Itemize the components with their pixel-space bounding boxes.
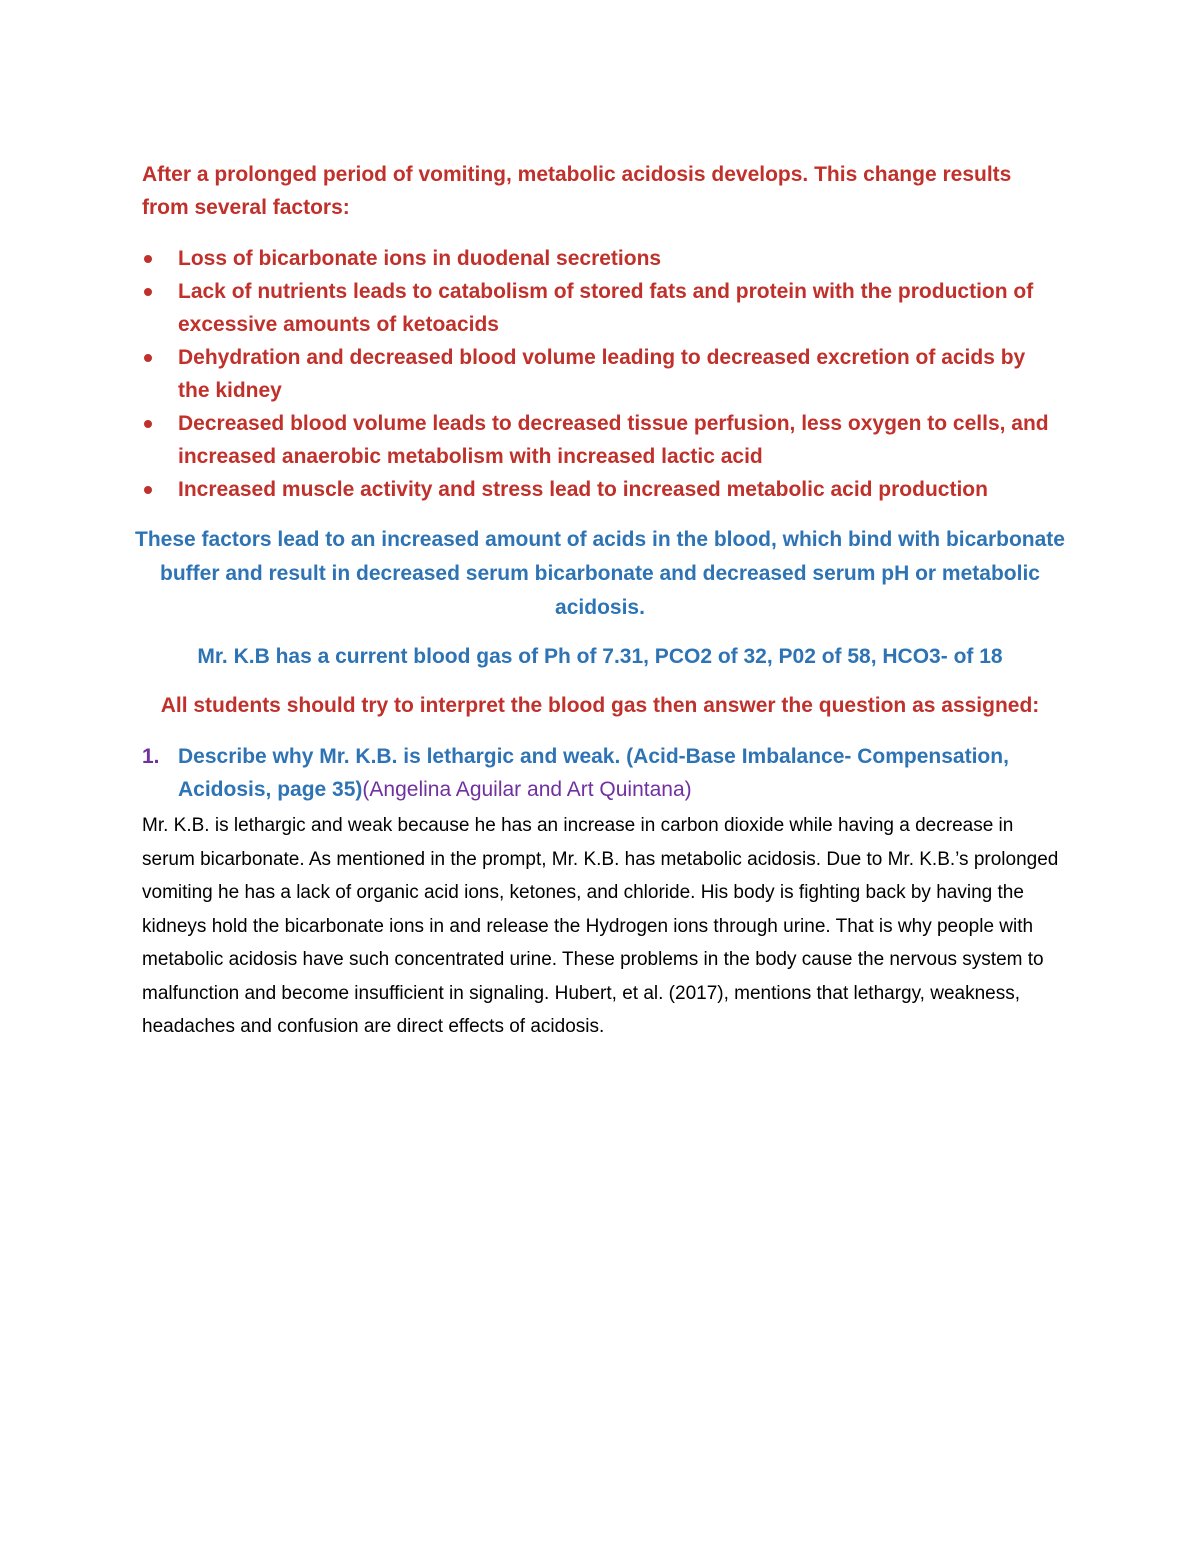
- bullet-icon: [144, 420, 152, 428]
- question-authors: (Angelina Aguilar and Art Quintana): [362, 778, 692, 801]
- bullet-icon: [144, 288, 152, 296]
- instruction-line: All students should try to interpret the blood gas then answer the question as assigned:: [160, 694, 1040, 717]
- factor-text: Dehydration and decreased blood volume leading to decreased excretion of acids by the kidney: [178, 346, 1026, 402]
- list-item: [142, 407, 1062, 473]
- list-item: [142, 341, 1062, 407]
- bullet-icon: [144, 354, 152, 362]
- list-item: [142, 473, 1062, 506]
- list-item: [142, 275, 1062, 341]
- factor-text: Increased muscle activity and stress lead to increased metabolic acid production: [178, 478, 988, 501]
- question-number: 1.: [142, 745, 160, 768]
- factor-text: Loss of bicarbonate ions in duodenal secretions: [178, 247, 662, 270]
- bullet-icon: [144, 255, 152, 263]
- intro-paragraph: After a prolonged period of vomiting, metabolic acidosis develops. This change results from several factors:: [142, 163, 1012, 219]
- question-text: Describe why Mr. K.B. is lethargic and weak. (Acid-Base Imbalance- Compensation, Acidosis, page 35): [178, 745, 1009, 801]
- bullet-icon: [144, 486, 152, 494]
- blood-gas-line: Mr. K.B has a current blood gas of Ph of 7.31, PCO2 of 32, P02 of 58, HCO3- of 18: [197, 645, 1003, 668]
- factors-list: [142, 242, 1062, 506]
- question-text-block: [178, 740, 1062, 806]
- factor-text: Lack of nutrients leads to catabolism of stored fats and protein with the production of excessive amounts of ketoacids: [178, 280, 1034, 336]
- answer-paragraph: Mr. K.B. is lethargic and weak because he has an increase in carbon dioxide while having a decrease in serum bicarbonate. As mentioned in the prompt, Mr. K.B. has metabolic acidosis. Due to Mr. K.B.’s prolonged vomiting he has a lack of organic acid ions, ketones, and chloride. His body is fighting back by having the kidneys hold the bicarbonate ions in and release the Hydrogen ions through urine. That is why people with metabolic acidosis have such concentrated urine. These problems in the body cause the nervous system to malfunction and become insufficient in signaling. Hubert, et al. (2017), mentions that lethargy, weakness, headaches and confusion are direct effects of acidosis.: [142, 815, 1059, 1037]
- summary-paragraph: These factors lead to an increased amount of acids in the blood, which bind with bicarbonate buffer and result in decreased serum bicarbonate and decreased serum pH or metabolic acidosis.: [135, 528, 1065, 619]
- factor-text: Decreased blood volume leads to decreased tissue perfusion, less oxygen to cells, and increased anaerobic metabolism with increased lactic acid: [178, 412, 1049, 468]
- list-item: [142, 242, 1062, 275]
- question-item: [142, 740, 1062, 806]
